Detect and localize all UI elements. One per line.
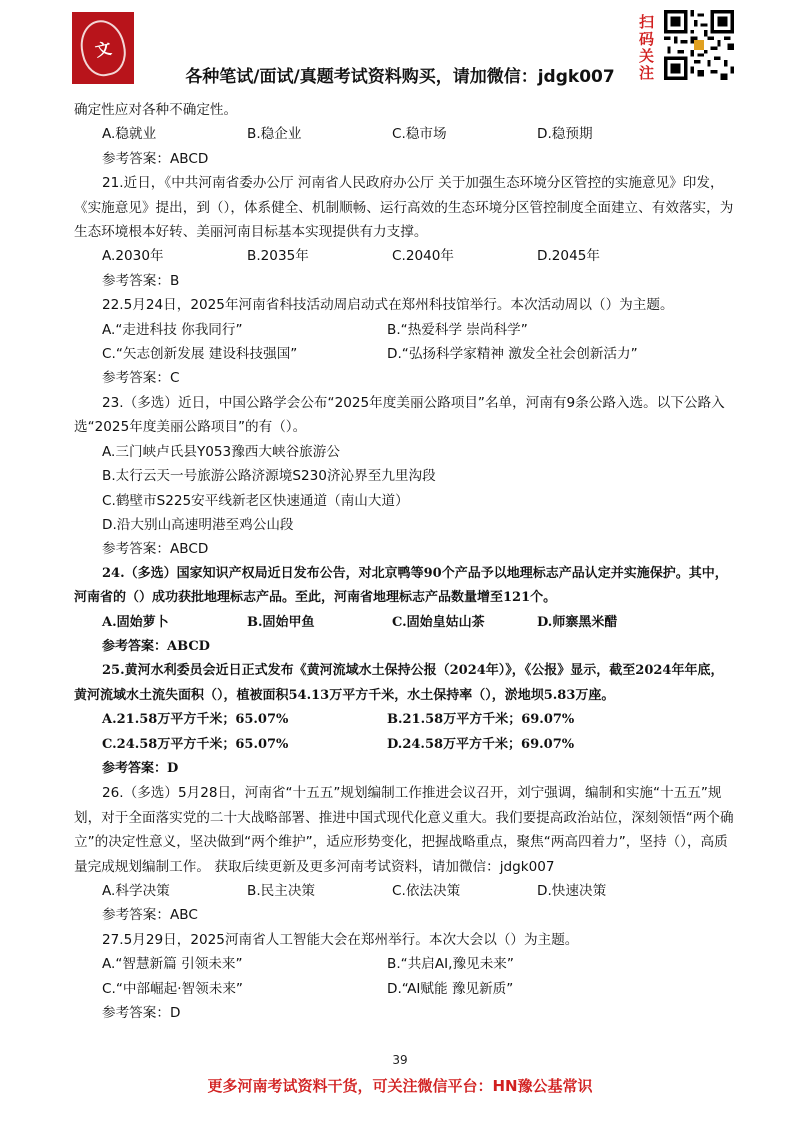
question-26-answer: 参考答案：ABC	[102, 907, 198, 924]
option-a: A.三门峡卢氏县Y053豫西大峡谷旅游公	[102, 443, 340, 460]
option-d: D.师寨黑米醋	[537, 614, 618, 630]
option-c: C.鹤壁市S225安平线新老区快速通道（南山大道）	[102, 492, 409, 509]
option-a: A.固始萝卜	[102, 614, 169, 630]
question-24-answer: 参考答案：ABCD	[102, 638, 210, 654]
option-c: C.依法决策	[392, 883, 461, 899]
seal-emblem-icon: 文	[76, 16, 131, 80]
question-25-options-row2	[74, 733, 734, 757]
question-21-stem: 21.近日，《中共河南省委办公厅 河南省人民政府办公厅 关于加强生态环境分区管控的实施意见》印发，《实施意见》提出，到（），体系健全、机制顺畅、运行高效的生态环境分区管控制度全面建立、有效落实，为生态环境根本好转、美丽河南目标基本实现提供有力支撑。	[74, 175, 734, 241]
document-body	[74, 98, 734, 1025]
question-27-options-row2	[74, 977, 734, 1001]
option-c: C.“中部崛起·智领未来”	[102, 980, 243, 997]
option-d: D.沿大别山高速明港至鸡公山段	[102, 516, 294, 533]
scan-label: 扫码关注	[639, 13, 655, 82]
page-header	[0, 0, 800, 100]
footer-promo-text: 更多河南考试资料干货，可关注微信平台：HN豫公基常识	[207, 1077, 593, 1095]
option-c: C.24.58万平方千米；65.07%	[102, 736, 289, 752]
question-25-options-row1	[74, 708, 734, 732]
option-a: A.“智慧新篇 引领未来”	[102, 956, 243, 973]
option-b: B.稳企业	[247, 126, 302, 143]
option-b: B.2035年	[247, 248, 309, 265]
question-24-stem: 24.（多选）国家知识产权局近日发布公告，对北京鸭等90个产品予以地理标志产品认定并实施保护。其中，河南省的（）成功获批地理标志产品。至此，河南省地理标志产品数量增至121个。	[74, 565, 728, 606]
option-b: B.太行云天一号旅游公路济源境S230济沁界至九里沟段	[102, 468, 436, 485]
option-b: B.“热爱科学 崇尚科学”	[387, 321, 528, 338]
question-27-options-row1	[74, 952, 734, 976]
option-d: D.2045年	[537, 248, 600, 265]
question-21-options	[74, 244, 734, 268]
option-c: C.固始皇姑山茶	[392, 614, 485, 630]
option-c: C.2040年	[392, 248, 455, 265]
question-20-options	[74, 122, 734, 146]
option-a: A.21.58万平方千米；65.07%	[102, 712, 289, 728]
option-a: A.2030年	[102, 248, 164, 265]
question-23-answer: 参考答案：ABCD	[102, 541, 209, 558]
header-title: 各种笔试/面试/真题考试资料购买，请加微信：jdgk007	[185, 67, 615, 87]
question-20-answer: 参考答案：ABCD	[102, 150, 209, 167]
question-27-stem: 27.5月29日，2025河南省人工智能大会在郑州举行。本次大会以（）为主题。	[102, 931, 579, 948]
question-26-stem: 26.（多选）5月28日，河南省“十五五”规划编制工作推进会议召开，刘宁强调，编制和实施“十五五”规划，对于全面落实党的二十大战略部署、推进中国式现代化意义重大。我们要提高政治站位，深刻领悟“两个确立”的决定性意义，坚决做到“两个维护”，适应形势变化，把握战略重点，聚焦“两高四着力”，坚持（），高质量完成规划编制工作。 获取后续更新及更多河南考试资料，请加微信：jdgk007	[74, 785, 734, 875]
option-b: B.固始甲鱼	[247, 614, 315, 630]
option-a: A.“走进科技 你我同行”	[102, 321, 243, 338]
option-b: B.21.58万平方千米；69.07%	[387, 712, 575, 728]
option-d: D.“AI赋能 豫见新质”	[387, 980, 514, 997]
question-22-answer: 参考答案：C	[102, 370, 180, 387]
option-a: A.科学决策	[102, 883, 170, 899]
question-26-options	[74, 879, 734, 903]
question-22-options-row2	[74, 342, 734, 366]
option-d: D.稳预期	[537, 126, 593, 143]
text-line: 确定性应对各种不确定性。	[74, 102, 238, 118]
option-c: C.稳市场	[392, 126, 447, 143]
option-b: B.民主决策	[247, 883, 316, 899]
page-number: 39	[392, 1053, 408, 1067]
question-21-answer: 参考答案：B	[102, 272, 180, 289]
question-25-answer: 参考答案：D	[102, 760, 179, 776]
question-22-stem: 22.5月24日，2025年河南省科技活动周启动式在郑州科技馆举行。本次活动周以（）为主题。	[102, 297, 674, 314]
question-24-options	[74, 611, 734, 635]
option-d: D.24.58万平方千米；69.07%	[387, 736, 575, 752]
option-b: B.“共启AI,豫见未来”	[387, 956, 514, 973]
option-c: C.“矢志创新发展 建设科技强国”	[102, 346, 298, 363]
option-a: A.稳就业	[102, 126, 157, 143]
option-d: D.快速决策	[537, 883, 607, 899]
question-25-stem: 25.黄河水利委员会近日正式发布《黄河流域水土保持公报（2024年）》，《公报》显示，截至2024年年底，黄河流域水土流失面积（），植被面积54.13万平方千米，水土保持率（），淤地坝5.83万座。	[74, 663, 724, 703]
question-23-stem: 23.（多选）近日，中国公路学会公布“2025年度美丽公路项目”名单，河南有9条公路入选。以下公路入选“2025年度美丽公路项目”的有（）。	[74, 394, 725, 436]
option-d: D.“弘扬科学家精神 激发全社会创新活力”	[387, 346, 638, 363]
qr-code-icon[interactable]	[664, 10, 734, 80]
question-22-options-row1	[74, 318, 734, 342]
question-27-answer: 参考答案：D	[102, 1005, 181, 1022]
